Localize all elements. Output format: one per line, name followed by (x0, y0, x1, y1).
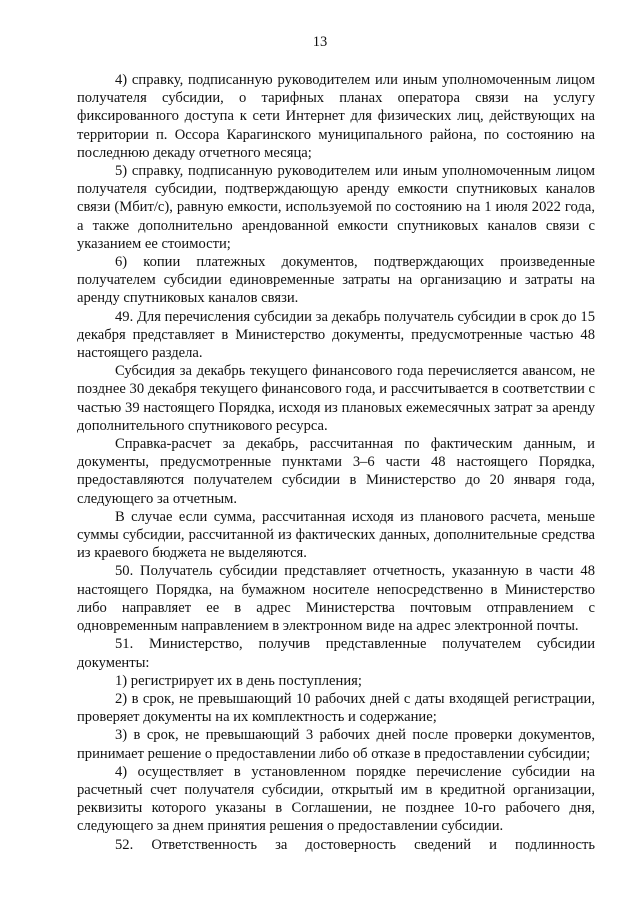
paragraph-december-advance: Субсидия за декабрь текущего финансового года перечисляется авансом, не позднее 30 декабря текущего финансового года, и рассчитывается в соответствии с частью 39 настоящего Порядка, исходя из плановых ежемесячных затрат за аренду дополнительного спутникового ресурса. (77, 363, 595, 434)
paragraph-item-51-2: 2) в срок, не превышающий 10 рабочих дней с даты входящей регистрации, проверяет документы на их комплектность и содержание; (77, 690, 595, 726)
paragraph-section-51: 51. Министерство, получив представленные получателем субсидии документы: (77, 636, 595, 671)
paragraph-section-49: 49. Для перечисления субсидии за декабрь получатель субсидии в срок до 15 декабря представляет в Министерство документы, предусмотренные частью 48 настоящего раздела. (77, 308, 595, 362)
paragraph-item-6: 6) копии платежных документов, подтверждающих произведенные получателем субсидии единовременные затраты на организацию и затраты на аренду спутниковых каналов связи. (77, 254, 595, 307)
page-number: 13 (312, 34, 328, 50)
paragraph-item-51-1: 1) регистрирует их в день поступления; (115, 672, 362, 689)
paragraph-item-51-3: 3) в срок, не превышающий 3 рабочих дней после проверки документов, принимает решение о предоставлении либо об отказе в предоставлении субсидии; (77, 727, 595, 762)
paragraph-item-5: 5) справку, подписанную руководителем или иным уполномоченным лицом получателя субсидии, подтверждающую аренду емкости спутниковых каналов связи (Мбит/с), равную емкости, используемой по состоянию на 1 июля 2022 года, а также дополнительно арендованной емкости спутниковых каналов связи с указанием ее стоимости; (77, 163, 595, 252)
document-body (77, 71, 595, 854)
paragraph-section-50: 50. Получатель субсидии представляет отчетность, указанную в части 48 настоящего Порядка, на бумажном носителе непосредственно в Министерство либо направляет ее в адрес Министерства почтовым отправлением с одновременным направлением в электронном виде на адрес электронной почты. (77, 563, 595, 635)
paragraph-december-report: Справка-расчет за декабрь, рассчитанная по фактическим данным, и документы, предусмотренные пунктами 3–6 части 48 настоящего Порядка, предоставляются получателем субсидии в Министерство до 20 января года, следующего за отчетным. (77, 436, 595, 507)
paragraph-shortfall-rule: В случае если сумма, рассчитанная исходя из планового расчета, меньше суммы субсидии, рассчитанной из фактических данных, дополнительные средства из краевого бюджета не выделяются. (77, 508, 595, 562)
paragraph-section-52: 52. Ответственность за достоверность сведений и подлинность (115, 836, 595, 853)
paragraph-item-51-4: 4) осуществляет в установленном порядке перечисление субсидии на расчетный счет получателя субсидии, открытый им в кредитной организации, реквизиты которого указаны в Соглашении, не позднее 10-го рабочего дня, следующего за днем принятия решения о предоставлении субсидии. (77, 763, 595, 835)
paragraph-item-4: 4) справку, подписанную руководителем или иным уполномоченным лицом получателя субсидии, о тарифных планах оператора связи на услугу фиксированного доступа к сети Интернет для физических лиц, действующих на территории п. Оссора Карагинского муниципального района, по состоянию на последнюю декаду отчетного месяца; (77, 72, 595, 161)
